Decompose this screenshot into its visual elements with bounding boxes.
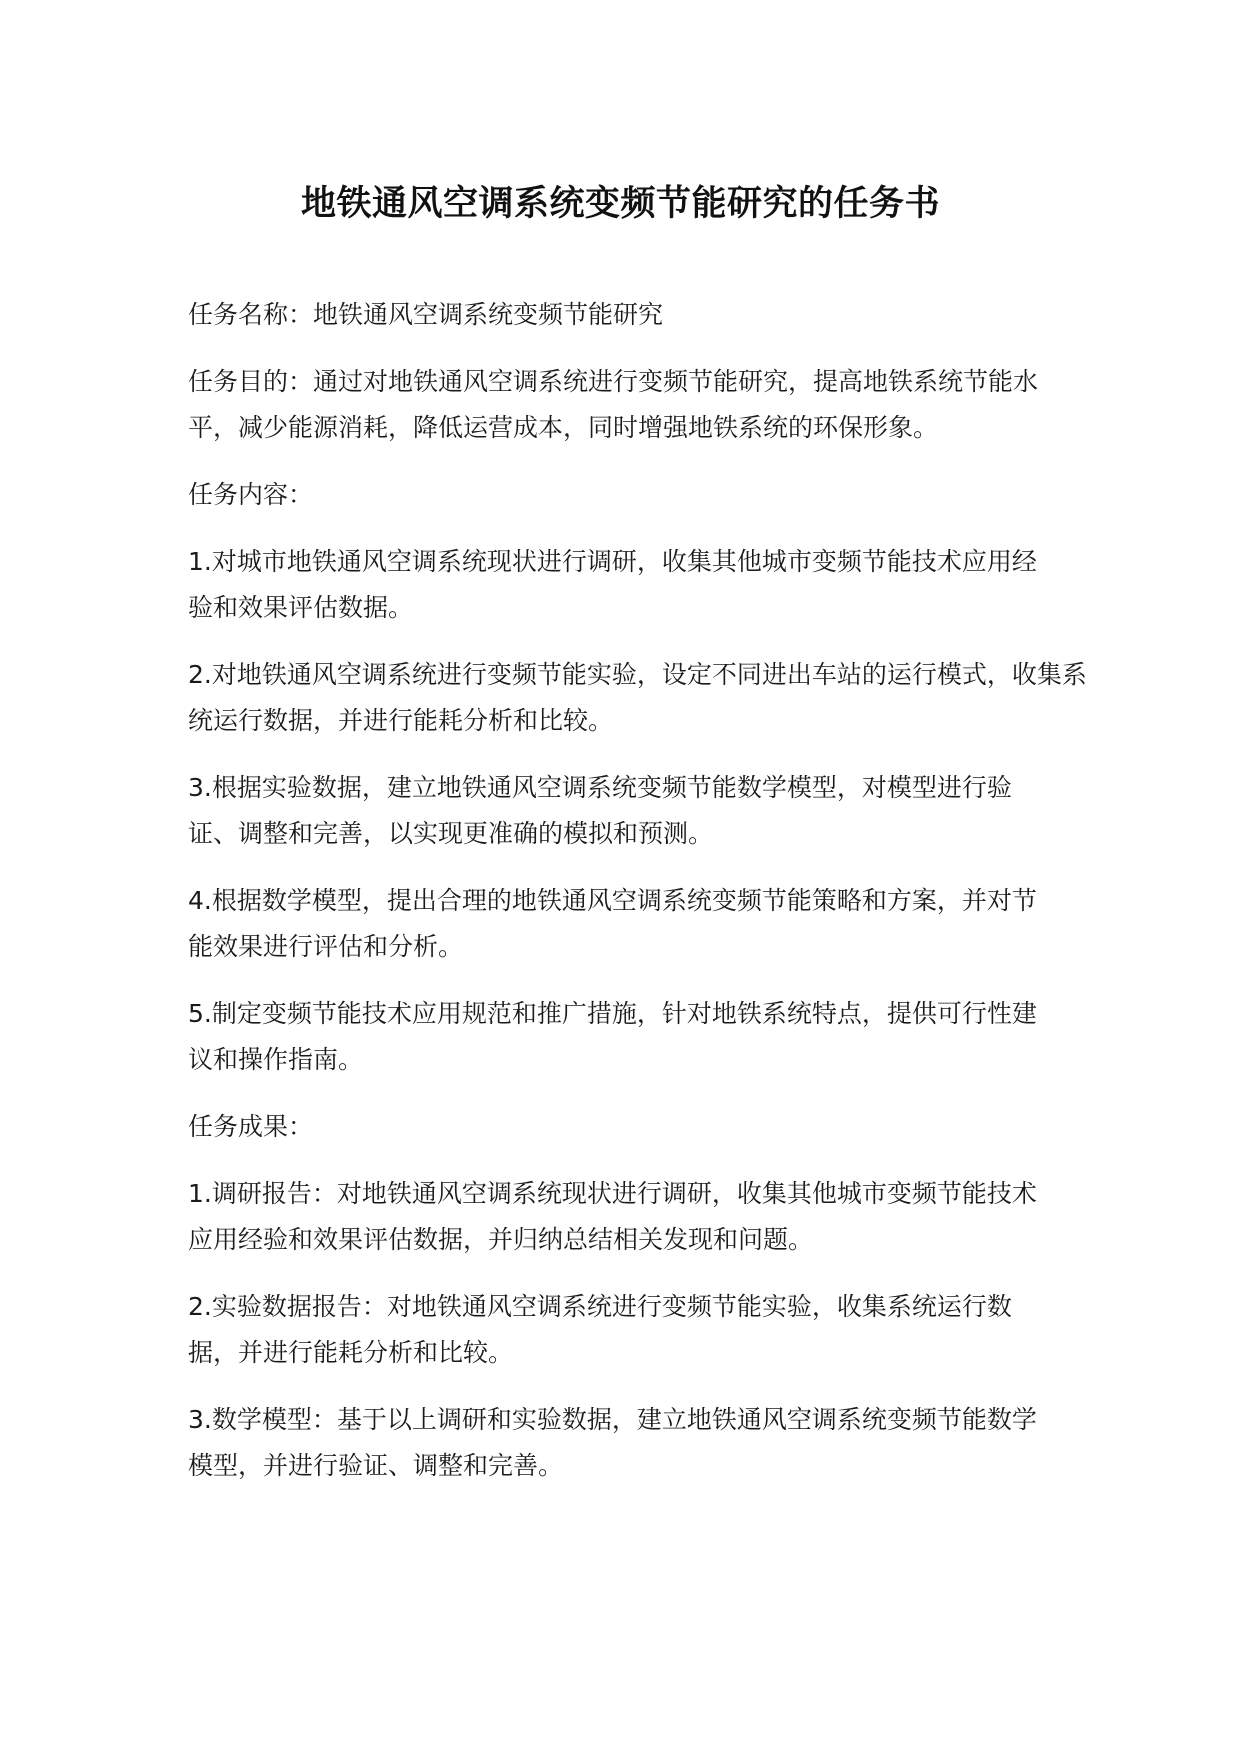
task-results-heading: 任务成果： [188,1112,314,1141]
task-content-item-3: 3.根据实验数据，建立地铁通风空调系统变频节能数学模型，对模型进行验证、调整和完善，以实现更准确的模拟和预测。 [188,773,1012,848]
task-result-item-1: 1.调研报告：对地铁通风空调系统现状进行调研，收集其他城市变频节能技术应用经验和效果评估数据，并归纳总结相关发现和问题。 [188,1179,1037,1254]
task-name-paragraph: 任务名称：地铁通风空调系统变频节能研究 [188,300,664,329]
task-content-item-1: 1.对城市地铁通风空调系统现状进行调研，收集其他城市变频节能技术应用经验和效果评估数据。 [188,547,1037,622]
task-result-item-2: 2.实验数据报告：对地铁通风空调系统进行变频节能实验，收集系统运行数据，并进行能耗分析和比较。 [188,1292,1012,1367]
document-title: 地铁通风空调系统变频节能研究的任务书 [300,184,940,224]
task-result-item-3: 3.数学模型：基于以上调研和实验数据，建立地铁通风空调系统变频节能数学模型，并进行验证、调整和完善。 [188,1405,1037,1480]
task-purpose-paragraph: 任务目的：通过对地铁通风空调系统进行变频节能研究，提高地铁系统节能水平，减少能源消耗，降低运营成本，同时增强地铁系统的环保形象。 [188,367,1039,442]
task-content-item-4: 4.根据数学模型，提出合理的地铁通风空调系统变频节能策略和方案，并对节能效果进行评估和分析。 [188,886,1037,961]
task-content-item-2: 2.对地铁通风空调系统进行变频节能实验，设定不同进出车站的运行模式，收集系统运行数据，并进行能耗分析和比较。 [188,660,1087,735]
task-content-heading: 任务内容： [188,480,314,509]
document-body [188,292,1088,1510]
task-content-item-5: 5.制定变频节能技术应用规范和推广措施，针对地铁系统特点，提供可行性建议和操作指南。 [188,999,1037,1074]
